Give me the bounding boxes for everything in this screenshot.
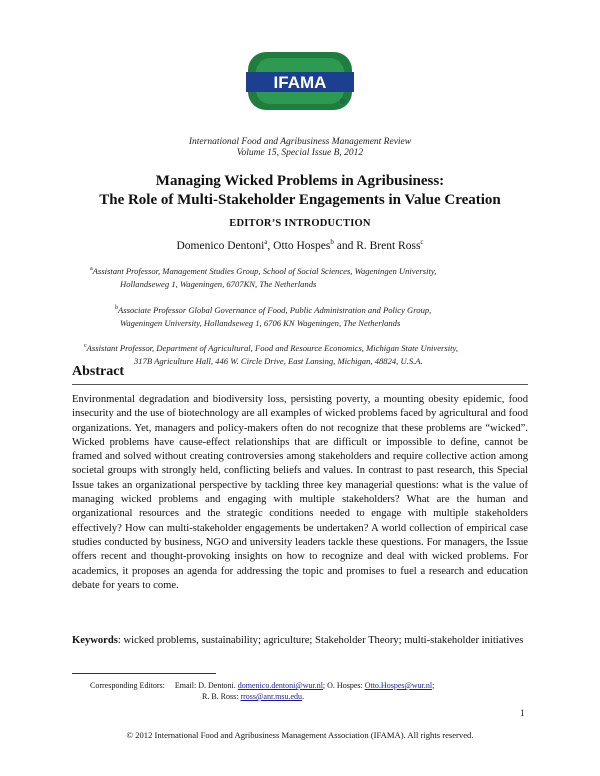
email-link-ross[interactable]: rross@anr.msu.edu	[240, 692, 303, 701]
footnote-separator: .	[302, 692, 305, 701]
logo-registered-mark: ®	[340, 99, 346, 106]
author-name: R. Brent Ross	[356, 239, 421, 252]
corresponding-editors-footnote	[90, 680, 530, 702]
ifama-logo	[244, 50, 356, 112]
author-separator: ,	[267, 239, 274, 252]
page-number: 1	[520, 708, 525, 718]
editors-introduction-label: EDITOR’S INTRODUCTION	[229, 218, 371, 229]
author-separator: and	[333, 239, 357, 252]
paper-title	[0, 172, 600, 210]
footnote-ross-label: R. B. Ross:	[202, 692, 239, 701]
affiliation-line: Wageningen University, Hollandseweg 1, 6706 KN Wageningen, The Netherlands	[120, 318, 401, 329]
keywords-label: Keywords	[72, 635, 118, 646]
title-line-2: The Role of Multi-Stakeholder Engagements in Value Creation	[99, 192, 501, 208]
email-link-dentoni[interactable]: domenico.dentoni@wur.nl	[237, 681, 323, 690]
affiliation-sup: b	[115, 305, 118, 311]
affiliation-line: Hollandseweg 1, Wageningen, 6707KN, The Netherlands	[120, 279, 317, 290]
title-line-1: Managing Wicked Problems in Agribusiness:	[155, 173, 445, 189]
author-name: Domenico Dentoni	[176, 239, 265, 252]
author-list	[0, 238, 600, 252]
author-sup: c	[420, 238, 424, 246]
affiliation-line: 317B Agriculture Hall, 446 W. Circle Drive, East Lansing, Michigan, 48824, U.S.A.	[134, 356, 423, 367]
footnote-label: Corresponding Editors:	[90, 681, 165, 690]
affiliation-sup: c	[84, 343, 87, 349]
affiliation-line: Assistant Professor, Management Studies Group, School of Social Sciences, Wageningen University,	[92, 265, 437, 276]
journal-volume: Volume 15, Special Issue B, 2012	[236, 148, 364, 158]
author-sup: b	[330, 238, 334, 246]
affiliation-a	[90, 263, 530, 292]
footnote-divider	[72, 673, 216, 674]
author-sup: a	[264, 238, 268, 246]
abstract-divider	[72, 384, 528, 385]
keywords-text: : wicked problems, sustainability; agriculture; Stakeholder Theory; multi-stakeholder initiatives	[117, 635, 524, 646]
copyright-notice: © 2012 International Food and Agribusiness Management Association (IFAMA). All rights reserved.	[126, 730, 474, 740]
author-name: Otto Hospes	[273, 239, 331, 252]
abstract-text: Environmental degradation and biodiversity loss, persisting poverty, a mounting obesity epidemic, food insecurity and the use of biotechnology are all examples of wicked problems faced by agricultural and food organizations. Yet, managers and policy-makers often do not recognize that these problems are “wicked”. Wicked problems have cause-effect relationships that are difficult or impossible to define, cannot be framed and solved without creating controversies among stakeholders and require collective action among societal groups with strongly held, conflicting beliefs and values. In contrast to past research, this Special Issue takes an organizational perspective by tackling three key managerial questions: what is the value of managing wicked problems and engaging with multiple stakeholders? What are the human and organizational resources and the strategic conditions needed to engage with multiple stakeholders effectively? How can multi-stakeholder engagements be undertaken? A world collection of empirical case studies conducted by business, NGO and university leaders tackle these questions. For managers, the Issue offers recent and thought-provoking insights on how to recognize and deal with wicked problems. For academics, it proposes an agenda for addressing the topic and promises to fuel a research and education debate for years to come.	[72, 394, 528, 591]
footnote-email-label: Email: D. Dentoni.	[174, 681, 236, 690]
footnote-separator: ; O. Hospes:	[322, 681, 363, 690]
journal-header	[0, 137, 600, 159]
footnote-separator: ;	[432, 681, 435, 690]
affiliation-sup: a	[90, 266, 93, 272]
affiliation-line: Assistant Professor, Department of Agricultural, Food and Resource Economics, Michigan State University,	[86, 342, 458, 353]
email-link-hospes[interactable]: Otto.Hospes@wur.nl	[364, 681, 433, 690]
logo-text: IFAMA	[273, 73, 327, 92]
keywords	[72, 634, 528, 648]
affiliation-c	[84, 340, 534, 369]
affiliation-b	[115, 302, 535, 331]
journal-name: International Food and Agribusiness Management Review	[188, 137, 412, 147]
affiliation-line: Associate Professor Global Governance of Food, Public Administration and Policy Group,	[118, 304, 432, 315]
abstract-heading: Abstract	[72, 364, 125, 379]
